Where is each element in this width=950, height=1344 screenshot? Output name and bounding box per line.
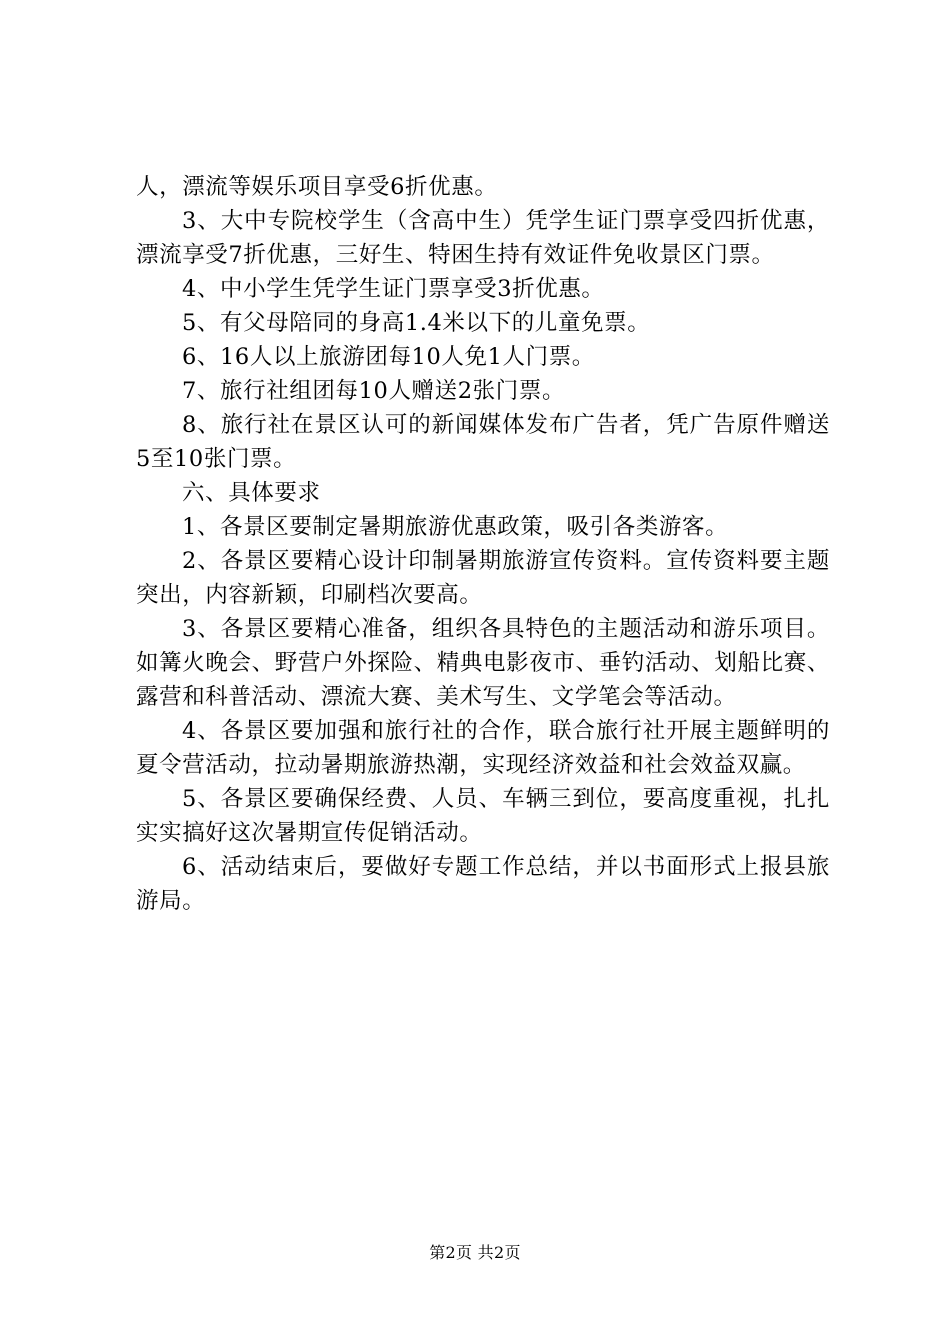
- paragraph: 7、旅行社组团每10人赠送2张门票。: [182, 378, 566, 404]
- paragraph: 4、中小学生凭学生证门票享受3折优惠。: [182, 276, 605, 302]
- paragraph: 5、有父母陪同的身高1.4米以下的儿童免票。: [182, 310, 651, 336]
- paragraph: 3、大中专院校学生（含高中生）凭学生证门票享受四折优惠，漂流享受7折优惠，三好生、特困生持有效证件免收景区门票。: [136, 208, 830, 268]
- paragraph: 5、各景区要确保经费、人员、车辆三到位，要高度重视，扎扎实实搞好这次暑期宣传促销活动。: [136, 786, 830, 846]
- paragraph: 1、各景区要制定暑期旅游优惠政策，吸引各类游客。: [182, 514, 729, 540]
- paragraph: 6、活动结束后，要做好专题工作总结，并以书面形式上报县旅游局。: [136, 854, 830, 914]
- paragraph: 人，漂流等娱乐项目享受6折优惠。: [136, 174, 498, 200]
- paragraph: 6、16人以上旅游团每10人免1人门票。: [182, 344, 595, 370]
- paragraph: 3、各景区要精心准备，组织各具特色的主题活动和游乐项目。如篝火晚会、野营户外探险、精典电影夜市、垂钓活动、划船比赛、露营和科普活动、漂流大赛、美术写生、文学笔会等活动。: [136, 616, 830, 710]
- document-body: [136, 170, 830, 918]
- paragraph: 4、各景区要加强和旅行社的合作，联合旅行社开展主题鲜明的夏令营活动，拉动暑期旅游热潮，实现经济效益和社会效益双赢。: [136, 718, 830, 778]
- page-footer: 第2页 共2页: [429, 1243, 521, 1262]
- paragraph: 8、旅行社在景区认可的新闻媒体发布广告者，凭广告原件赠送5至10张门票。: [136, 412, 830, 472]
- section-heading: 六、具体要求: [182, 480, 321, 506]
- paragraph: 2、各景区要精心设计印制暑期旅游宣传资料。宣传资料要主题突出，内容新颖，印刷档次要高。: [136, 548, 830, 608]
